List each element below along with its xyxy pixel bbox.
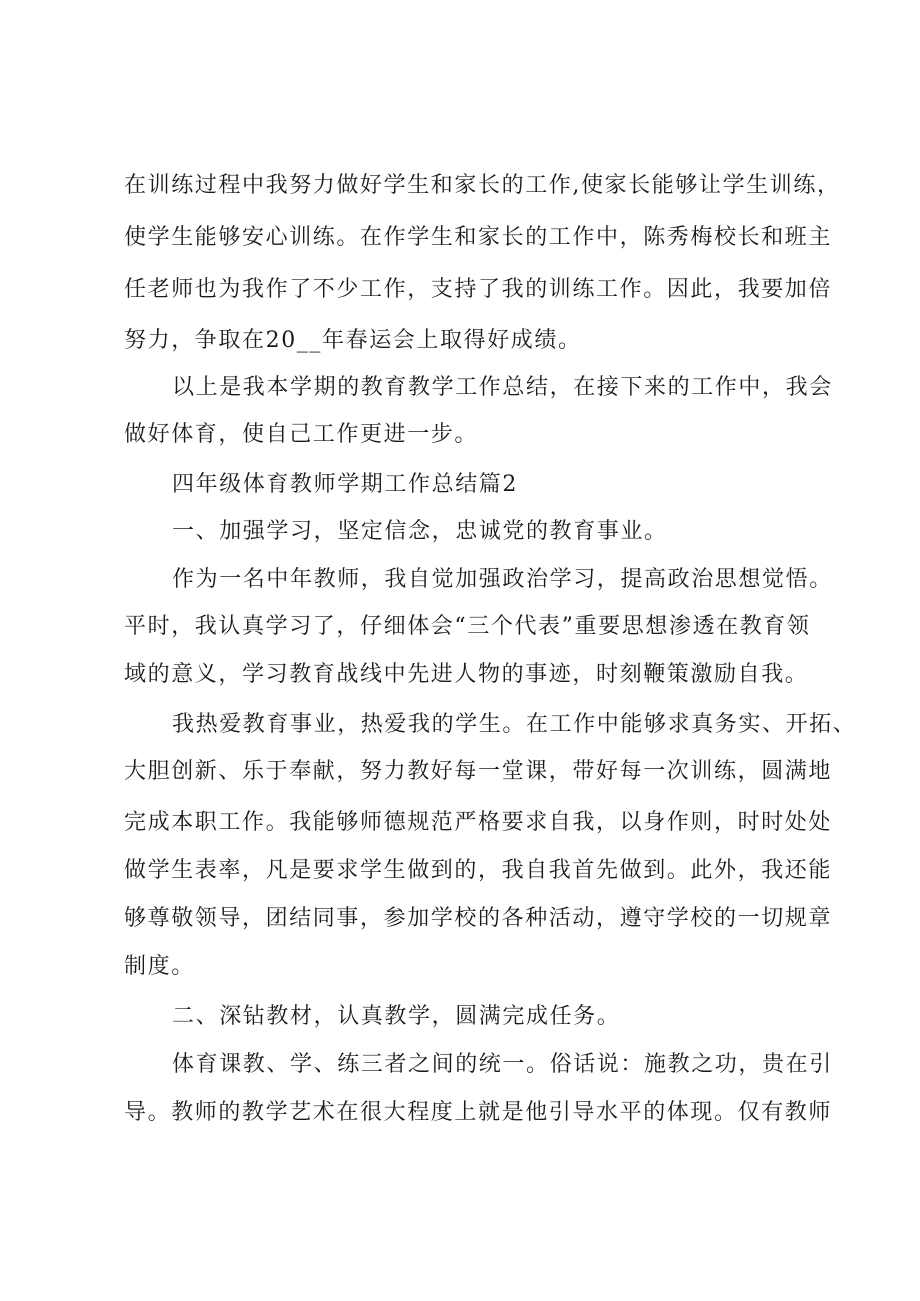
text-line: 使学生能够安心训练。在作学生和家长的工作中，陈秀梅校长和班主 xyxy=(124,225,833,250)
text-line: 做学生表率，凡是要求学生做到的，我自我首先做到。此外，我还能 xyxy=(124,858,833,883)
text-line: 努力，争取在20__年春运会上取得好成绩。 xyxy=(124,328,582,353)
text-line: 体育课教、学、练三者之间的统一。俗话说：施教之功，贵在引 xyxy=(172,1052,833,1077)
section-heading: 四年级体育教师学期工作总结篇2 xyxy=(172,472,518,497)
text-line: 制度。 xyxy=(124,954,195,979)
text-line: 够尊敬领导，团结同事，参加学校的各种活动，遵守学校的一切规章 xyxy=(124,906,833,931)
text-line: 我热爱教育事业，热爱我的学生。在工作中能够求真务实、开拓、 xyxy=(172,712,857,737)
text-line: 导。教师的教学艺术在很大程度上就是他引导水平的体现。仅有教师 xyxy=(124,1100,833,1125)
section-heading: 二、深钻教材，认真教学，圆满完成任务。 xyxy=(172,1004,621,1029)
text-line: 做好体育，使自己工作更进一步。 xyxy=(124,422,479,447)
text-line: 任老师也为我作了不少工作，支持了我的训练工作。因此，我要加倍 xyxy=(124,277,833,302)
text-line: 作为一名中年教师，我自觉加强政治学习，提高政治思想觉悟。 xyxy=(172,567,833,592)
text-line: 以上是我本学期的教育教学工作总结，在接下来的工作中，我会 xyxy=(172,375,833,400)
text-line: 在训练过程中我努力做好学生和家长的工作,使家长能够让学生训练， xyxy=(124,173,841,198)
text-line: 域的意义，学习教育战线中先进人物的事迹，时刻鞭策激励自我。 xyxy=(124,662,809,687)
text-line: 平时，我认真学习了，仔细体会“三个代表”重要思想渗透在教育领 xyxy=(124,614,811,639)
text-line: 大胆创新、乐于奉献，努力教好每一堂课，带好每一次训练，圆满地 xyxy=(124,759,833,784)
section-heading: 一、加强学习，坚定信念，忠诚党的教育事业。 xyxy=(172,519,668,544)
text-line: 完成本职工作。我能够师德规范严格要求自我，以身作则，时时处处 xyxy=(124,810,833,835)
